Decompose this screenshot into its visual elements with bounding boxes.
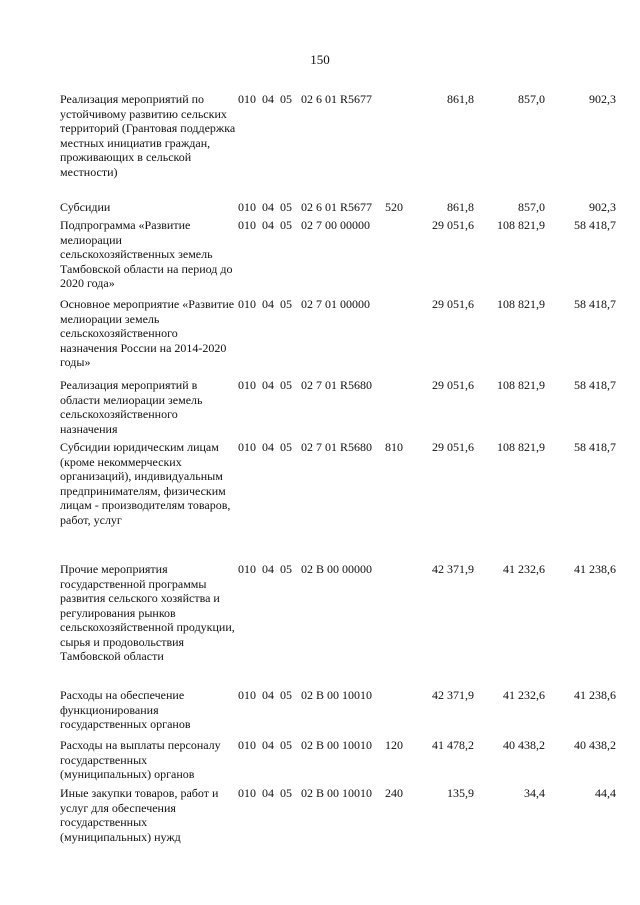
subsection-code: 05	[280, 738, 292, 752]
ministry-code: 010	[238, 218, 256, 232]
line-item-name: Прочие мероприятия государственной программы развития сельского хозяйства и регулирования рынков сельскохозяйственной продукции, сырья и продовольствия Тамбовской области	[60, 562, 235, 663]
target-article-code: 02 7 01 00000	[301, 297, 370, 311]
subsection-code: 05	[280, 786, 292, 800]
ministry-code: 010	[238, 440, 256, 454]
ministry-code: 010	[238, 378, 256, 392]
target-article-code: 02 7 00 00000	[301, 218, 370, 232]
amount-year-2: 108 821,9	[497, 440, 545, 454]
amount-year-1: 29 051,6	[432, 297, 474, 311]
section-code: 04	[262, 218, 274, 232]
target-article-code: 02 В 00 10010	[301, 738, 373, 752]
ministry-code: 010	[238, 786, 256, 800]
target-article-code: 02 7 01 R5680	[301, 378, 373, 392]
section-code: 04	[262, 200, 274, 214]
ministry-code: 010	[238, 688, 256, 702]
section-code: 04	[262, 786, 274, 800]
amount-year-3: 58 418,7	[574, 440, 616, 454]
expense-type-code: 240	[385, 786, 403, 800]
subsection-code: 05	[280, 688, 292, 702]
target-article-code: 02 В 00 10010	[301, 786, 373, 800]
line-item-name: Субсидии	[60, 200, 111, 214]
target-article-code: 02 В 00 10010	[301, 688, 373, 702]
amount-year-2: 34,4	[524, 786, 545, 800]
amount-year-3: 902,3	[589, 92, 616, 106]
expense-type-code: 120	[385, 738, 403, 752]
subsection-code: 05	[280, 440, 292, 454]
section-code: 04	[262, 378, 274, 392]
amount-year-2: 857,0	[518, 92, 545, 106]
section-code: 04	[262, 92, 274, 106]
amount-year-3: 58 418,7	[574, 218, 616, 232]
amount-year-2: 41 232,6	[503, 562, 545, 576]
amount-year-2: 108 821,9	[497, 218, 545, 232]
amount-year-2: 41 232,6	[503, 688, 545, 702]
target-article-code: 02 6 01 R5677	[301, 200, 373, 214]
amount-year-1: 861,8	[447, 200, 474, 214]
amount-year-3: 44,4	[595, 786, 616, 800]
section-code: 04	[262, 688, 274, 702]
line-item-name: Реализация мероприятий в области мелиорации земель сельскохозяйственного назначения	[60, 378, 203, 436]
amount-year-3: 41 238,6	[574, 688, 616, 702]
amount-year-3: 41 238,6	[574, 562, 616, 576]
target-article-code: 02 7 01 R5680	[301, 440, 373, 454]
page-number: 150	[310, 52, 330, 67]
subsection-code: 05	[280, 378, 292, 392]
amount-year-1: 29 051,6	[432, 440, 474, 454]
expense-type-code: 810	[385, 440, 403, 454]
subsection-code: 05	[280, 218, 292, 232]
line-item-name: Расходы на обеспечение функционирования государственных органов	[60, 688, 191, 731]
line-item-name: Реализация мероприятий по устойчивому развитию сельских территорий (Грантовая поддержка местных инициатив граждан, проживающих в сельской местности)	[60, 92, 236, 179]
line-item-name: Основное мероприятие «Развитие мелиорации земель сельскохозяйственного назначения России на 2014-2020 годы»	[60, 297, 235, 369]
amount-year-1: 135,9	[447, 786, 474, 800]
amount-year-2: 108 821,9	[497, 378, 545, 392]
amount-year-2: 40 438,2	[503, 738, 545, 752]
amount-year-1: 41 478,2	[432, 738, 474, 752]
amount-year-1: 42 371,9	[432, 688, 474, 702]
section-code: 04	[262, 440, 274, 454]
ministry-code: 010	[238, 562, 256, 576]
ministry-code: 010	[238, 297, 256, 311]
subsection-code: 05	[280, 200, 292, 214]
amount-year-2: 108 821,9	[497, 297, 545, 311]
ministry-code: 010	[238, 200, 256, 214]
subsection-code: 05	[280, 297, 292, 311]
line-item-name: Иные закупки товаров, работ и услуг для обеспечения государственных (муниципальных) нужд	[60, 786, 219, 844]
amount-year-1: 42 371,9	[432, 562, 474, 576]
amount-year-3: 58 418,7	[574, 378, 616, 392]
target-article-code: 02 6 01 R5677	[301, 92, 373, 106]
ministry-code: 010	[238, 738, 256, 752]
amount-year-1: 29 051,6	[432, 378, 474, 392]
amount-year-1: 861,8	[447, 92, 474, 106]
target-article-code: 02 В 00 00000	[301, 562, 373, 576]
section-code: 04	[262, 738, 274, 752]
expense-type-code: 520	[385, 200, 403, 214]
section-code: 04	[262, 562, 274, 576]
ministry-code: 010	[238, 92, 256, 106]
subsection-code: 05	[280, 562, 292, 576]
amount-year-3: 40 438,2	[574, 738, 616, 752]
line-item-name: Подпрограмма «Развитие мелиорации сельскохозяйственных земель Тамбовской области на период до 2020 года»	[60, 218, 233, 290]
amount-year-2: 857,0	[518, 200, 545, 214]
line-item-name: Расходы на выплаты персоналу государственных (муниципальных) органов	[60, 738, 221, 781]
section-code: 04	[262, 297, 274, 311]
amount-year-3: 58 418,7	[574, 297, 616, 311]
amount-year-3: 902,3	[589, 200, 616, 214]
subsection-code: 05	[280, 92, 292, 106]
amount-year-1: 29 051,6	[432, 218, 474, 232]
line-item-name: Субсидии юридическим лицам (кроме некоммерческих организаций), индивидуальным предпринимателям, физическим лицам - производителям товаров, работ, услуг	[60, 440, 231, 527]
